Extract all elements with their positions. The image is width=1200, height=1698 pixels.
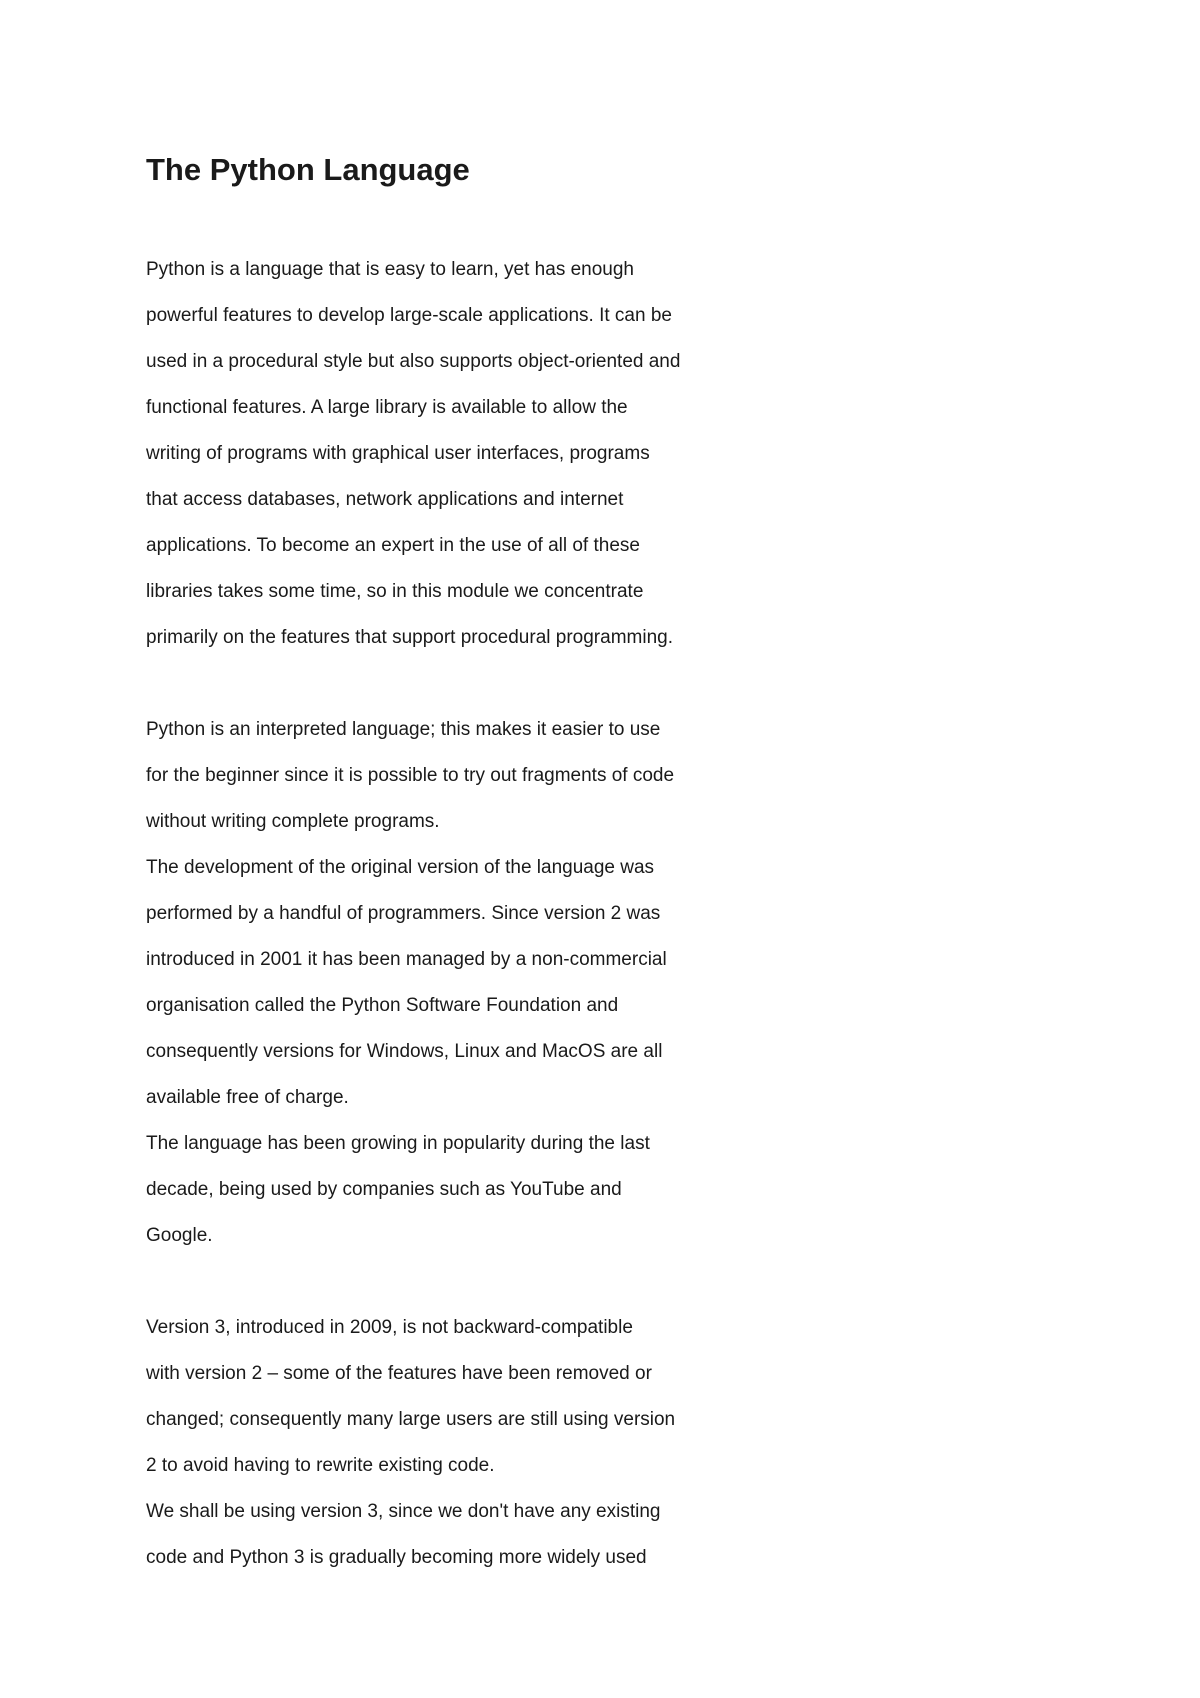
text-line: that access databases, network applications and internet bbox=[146, 489, 624, 510]
text-line: code and Python 3 is gradually becoming more widely used bbox=[146, 1547, 647, 1568]
text-line: applications. To become an expert in the use of all of these bbox=[146, 535, 640, 556]
text-line: Python is a language that is easy to learn, yet has enough bbox=[146, 259, 634, 280]
text-line: 2 to avoid having to rewrite existing code. bbox=[146, 1455, 495, 1476]
text-line: We shall be using version 3, since we don't have any existing bbox=[146, 1501, 661, 1522]
text-line: consequently versions for Windows, Linux and MacOS are all bbox=[146, 1041, 663, 1062]
text-line: changed; consequently many large users are still using version bbox=[146, 1409, 676, 1430]
text-line: The language has been growing in popularity during the last bbox=[146, 1133, 650, 1154]
text-line: decade, being used by companies such as YouTube and bbox=[146, 1179, 622, 1200]
text-line: Python is an interpreted language; this makes it easier to use bbox=[146, 719, 661, 740]
document-title: The Python Language bbox=[146, 152, 470, 187]
text-line: available free of charge. bbox=[146, 1087, 349, 1108]
text-line: functional features. A large library is available to allow the bbox=[146, 397, 628, 418]
text-line: libraries takes some time, so in this module we concentrate bbox=[146, 581, 644, 602]
text-line: used in a procedural style but also supports object-oriented and bbox=[146, 351, 681, 372]
text-line: introduced in 2001 it has been managed by a non-commercial bbox=[146, 949, 667, 970]
text-line: without writing complete programs. bbox=[146, 811, 440, 832]
text-line: organisation called the Python Software Foundation and bbox=[146, 995, 619, 1016]
text-line: primarily on the features that support procedural programming. bbox=[146, 627, 673, 648]
text-line: powerful features to develop large-scale applications. It can be bbox=[146, 305, 672, 326]
text-line: for the beginner since it is possible to try out fragments of code bbox=[146, 765, 675, 786]
text-line: Google. bbox=[146, 1225, 213, 1246]
text-line: Version 3, introduced in 2009, is not backward-compatible bbox=[146, 1317, 633, 1338]
text-line: The development of the original version of the language was bbox=[146, 857, 655, 878]
text-line: with version 2 – some of the features have been removed or bbox=[146, 1363, 652, 1384]
text-line: writing of programs with graphical user interfaces, programs bbox=[146, 443, 650, 464]
text-line: performed by a handful of programmers. Since version 2 was bbox=[146, 903, 661, 924]
